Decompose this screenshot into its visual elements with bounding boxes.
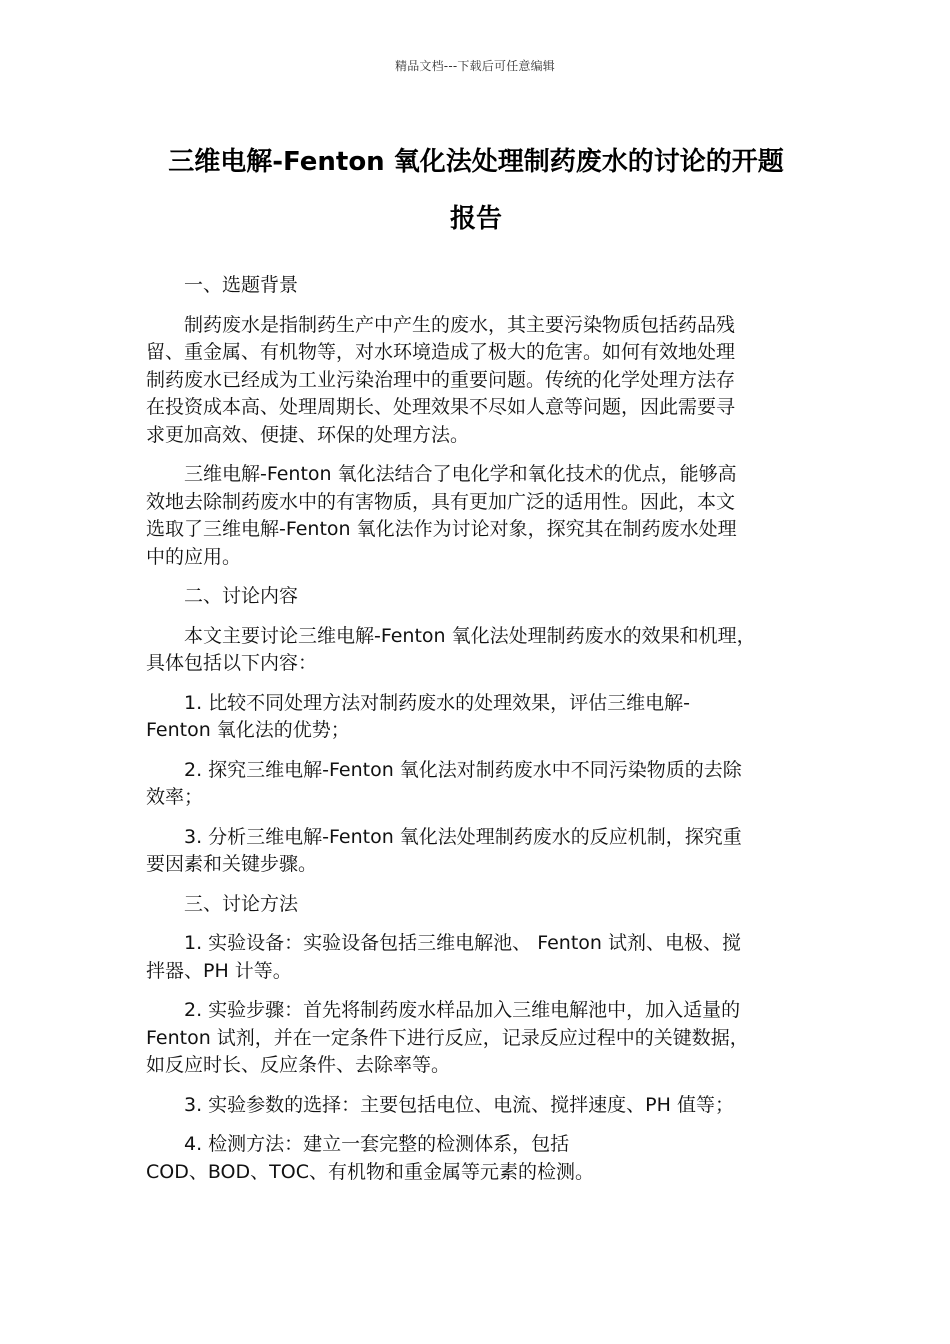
text-line: Fenton 试剂，并在一定条件下进行反应，记录反应过程中的关键数据， bbox=[146, 1026, 749, 1049]
title-line-1: 三维电解-Fenton 氧化法处理制药废水的讨论的开题 bbox=[168, 147, 784, 177]
text-line: 如反应时长、反应条件、去除率等。 bbox=[146, 1054, 451, 1076]
list-item-content-3 bbox=[146, 824, 806, 879]
text-line: 效地去除制药废水中的有害物质，具有更加广泛的适用性。因此，本文 bbox=[146, 490, 736, 513]
text-line: 2. 实验步骤：首先将制药废水样品加入三维电解池中，加入适量的 bbox=[184, 999, 741, 1021]
list-item-content-2 bbox=[146, 757, 806, 812]
list-item-method-4 bbox=[146, 1131, 806, 1186]
page-header-note: 精品文档---下载后可任意编辑 bbox=[395, 59, 555, 73]
document-title bbox=[146, 134, 806, 248]
section-heading-method: 三、讨论方法 bbox=[184, 892, 299, 915]
paragraph-background-1 bbox=[146, 312, 806, 450]
text-line: 在投资成本高、处理周期长、处理效果不尽如人意等问题，因此需要寻 bbox=[146, 396, 736, 418]
text-line: 2. 探究三维电解-Fenton 氧化法对制药废水中不同污染物质的去除 bbox=[184, 758, 742, 781]
text-line: 3. 分析三维电解-Fenton 氧化法处理制药废水的反应机制，探究重 bbox=[184, 825, 742, 848]
text-line: 三维电解-Fenton 氧化法结合了电化学和氧化技术的优点，能够高 bbox=[184, 463, 737, 485]
text-line: 拌器、PH 计等。 bbox=[146, 959, 292, 982]
section-heading-content: 二、讨论内容 bbox=[184, 585, 299, 607]
text-line: 制药废水已经成为工业污染治理中的重要问题。传统的化学处理方法存 bbox=[146, 368, 736, 391]
text-line: 1. 实验设备：实验设备包括三维电解池、 Fenton 试剂、电极、搅 bbox=[184, 932, 741, 954]
title-line-2: 报告 bbox=[449, 204, 502, 234]
text-line: 3. 实验参数的选择：主要包括电位、电流、搅拌速度、PH 值等； bbox=[184, 1093, 734, 1116]
paragraph-content-intro bbox=[146, 623, 806, 678]
text-line: Fenton 氧化法的优势； bbox=[146, 719, 350, 741]
list-item-method-3 bbox=[146, 1092, 806, 1120]
text-line: COD、BOD、TOC、有机物和重金属等元素的检测。 bbox=[146, 1160, 594, 1183]
section-heading-background: 一、选题背景 bbox=[184, 274, 299, 296]
text-line: 效率； bbox=[146, 786, 204, 808]
text-line: 1. 比较不同处理方法对制药废水的处理效果，评估三维电解- bbox=[184, 691, 691, 714]
text-line: 本文主要讨论三维电解-Fenton 氧化法处理制药废水的效果和机理， bbox=[184, 624, 756, 647]
text-line: 4. 检测方法：建立一套完整的检测体系，包括 bbox=[184, 1133, 570, 1155]
list-item-content-1 bbox=[146, 690, 806, 745]
text-line: 中的应用。 bbox=[146, 545, 242, 568]
text-line: 要因素和关键步骤。 bbox=[146, 853, 318, 875]
text-line: 留、重金属、有机物等，对水环境造成了极大的危害。如何有效地处理 bbox=[146, 341, 736, 363]
text-line: 制药废水是指制药生产中产生的废水，其主要污染物质包括药品残 bbox=[184, 313, 736, 336]
list-item-method-2 bbox=[146, 997, 806, 1080]
paragraph-background-2 bbox=[146, 461, 806, 571]
list-item-method-1 bbox=[146, 930, 806, 985]
text-line: 选取了三维电解-Fenton 氧化法作为讨论对象，探究其在制药废水处理 bbox=[146, 518, 737, 540]
document-body bbox=[146, 272, 806, 1198]
text-line: 求更加高效、便捷、环保的处理方法。 bbox=[146, 423, 470, 446]
text-line: 具体包括以下内容： bbox=[146, 652, 318, 674]
